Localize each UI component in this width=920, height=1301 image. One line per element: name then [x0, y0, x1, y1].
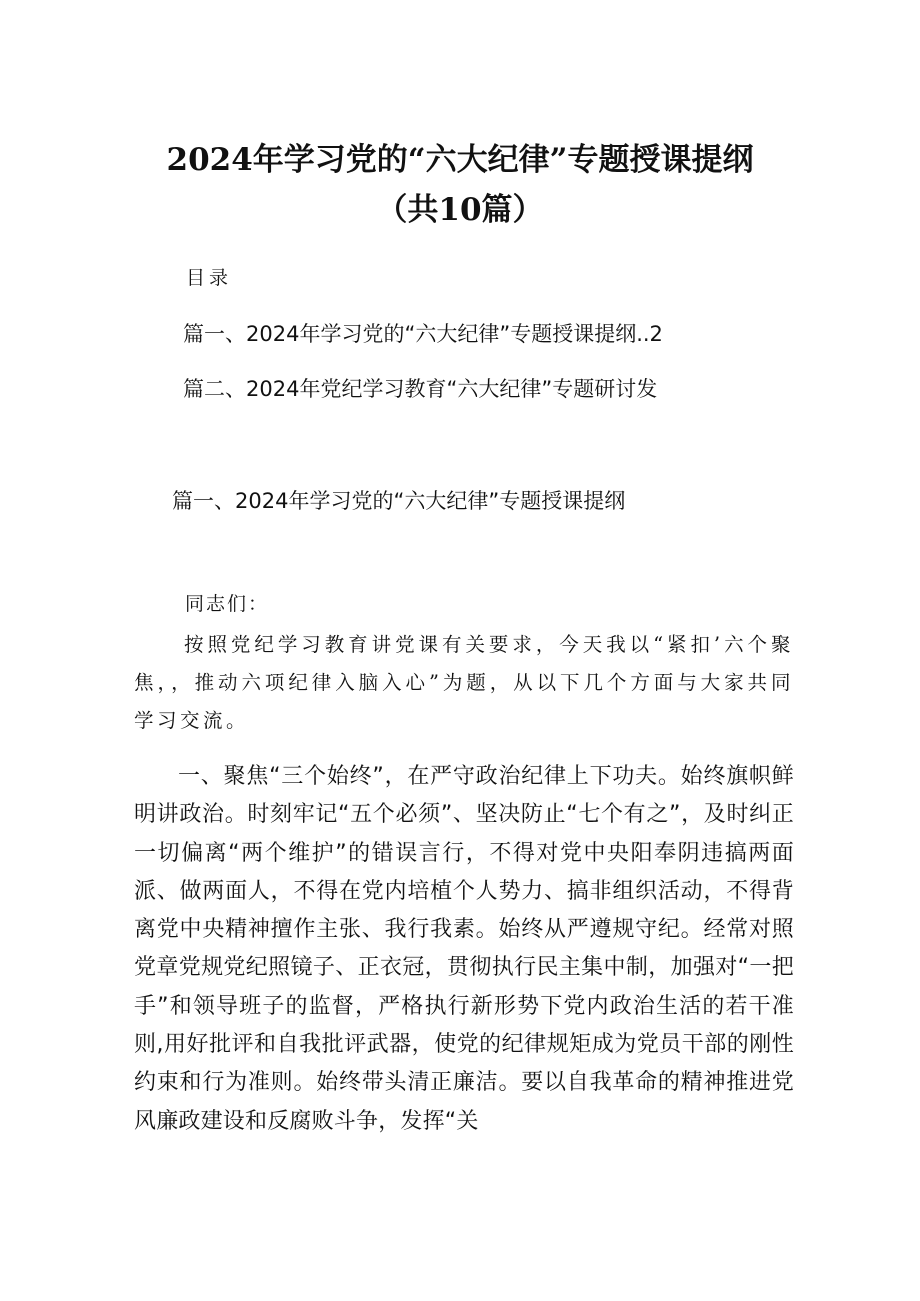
- document-title-line1: 2024年学习党的“六大纪律”专题授课提纲: [166, 142, 754, 178]
- intro-paragraph: 按照党纪学习教育讲党课有关要求，今天我以“紧扣’六个聚焦，，推动六项纪律入脑入心”为题，从以下几个方面与大家共同学习交流。: [134, 633, 794, 732]
- toc-label: 目录: [186, 267, 233, 289]
- section-heading: 篇一、2024年学习党的“六大纪律”专题授课提纲: [172, 489, 626, 513]
- toc-item-1[interactable]: 篇一、2024年学习党的“六大纪律”专题授课提纲..2: [183, 322, 663, 346]
- document-title-line2: （共10篇）: [376, 192, 544, 228]
- body-paragraph: 一、聚焦“三个始终”，在严守政治纪律上下功夫。始终旗帜鲜明讲政治。时刻牢记“五个必须”、坚决防止“七个有之”，及时纠正一切偏离“两个维护”的错误言行，不得对党中央阳奉阴违搞两面派、做两面人，不得在党内培植个人势力、搞非组织活动，不得背离党中央精神擅作主张、我行我素。始终从严遵规守纪。经常对照党章党规党纪照镜子、正衣冠，贯彻执行民主集中制，加强对“一把手”和领导班子的监督，严格执行新形势下党内政治生活的若干准则,用好批评和自我批评武器，使党的纪律规矩成为党员干部的刚性约束和行为准则。始终带头清正廉洁。要以自我革命的精神推进党风廉政建设和反腐败斗争，发挥“关: [134, 764, 794, 1134]
- greeting: 同志们：: [185, 593, 270, 615]
- toc-item-2[interactable]: 篇二、2024年党纪学习教育“六大纪律”专题研讨发: [183, 377, 658, 401]
